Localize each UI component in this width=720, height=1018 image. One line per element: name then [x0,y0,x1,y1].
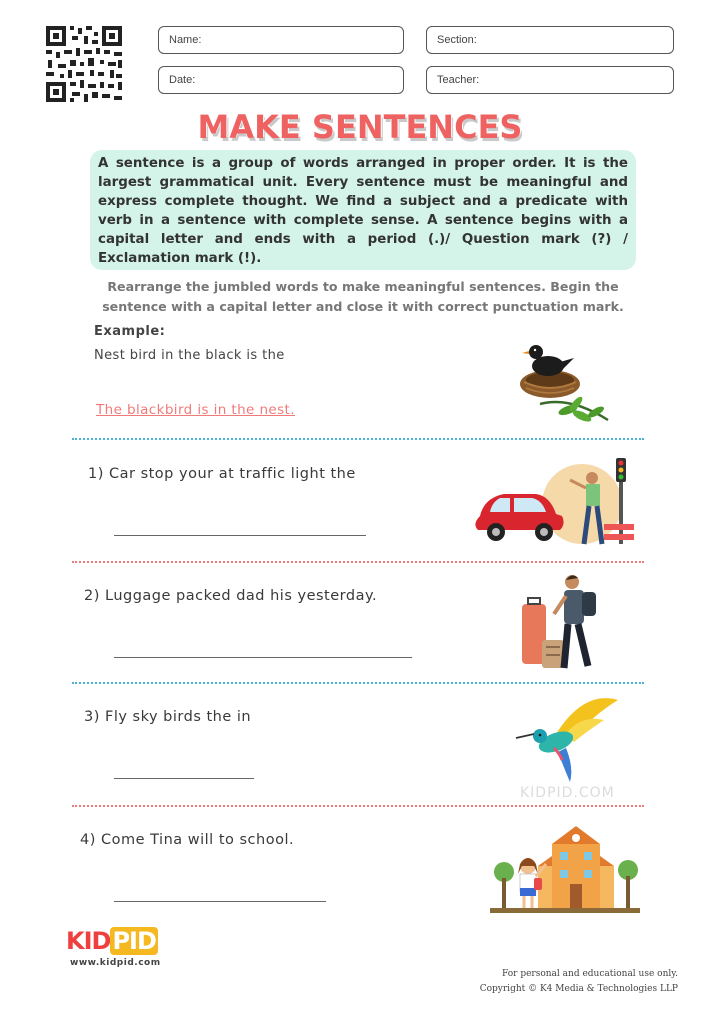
answer-line-2[interactable] [114,657,412,658]
example-answer: The blackbird is in the nest. [96,402,295,418]
intro-box: A sentence is a group of words arranged in proper order. It is the largest grammatical unit. Every sentence must be meaningful and express complete thought. We find a subject and a predicate with verb in a sentence with complete sense. A sentence begins with a capital letter and ends with a period (.)/ Question mark (?) / Exclamation mark (!). [90,150,636,270]
date-field[interactable]: Date: [158,66,404,94]
watermark: KIDPID.COM [520,785,615,801]
traveler-luggage-icon [514,570,610,674]
qr-code-icon [44,24,124,104]
car-traffic-icon [470,454,638,550]
question-4: 4) Come Tina will to school. [80,832,295,848]
example-label: Example: [94,324,166,339]
logo-text-kid: KID [66,927,111,955]
blackbird-nest-icon [510,336,614,428]
divider [72,438,644,440]
footer-copyright: Copyright © K4 Media & Technologies LLP [479,984,678,994]
question-3: 3) Fly sky birds the in [84,709,252,725]
logo-text-pid: PID [112,927,156,955]
question-2: 2) Luggage packed dad his yesterday. [84,588,378,604]
answer-line-4[interactable] [114,901,326,902]
hummingbird-icon [514,694,622,784]
answer-line-3[interactable] [114,778,254,779]
name-field[interactable]: Name: [158,26,404,54]
footer-usage-note: For personal and educational use only. [502,969,678,979]
divider [72,682,644,684]
teacher-field[interactable]: Teacher: [426,66,674,94]
school-girl-icon [490,822,640,914]
logo-url: www.kidpid.com [70,958,161,968]
instructions: Rearrange the jumbled words to make meaningful sentences. Begin the sentence with a capital letter and close it with correct punctuation mark. [102,279,624,314]
divider [72,561,644,563]
question-1: 1) Car stop your at traffic light the [88,466,356,482]
kidpid-logo [66,927,158,955]
answer-line-1[interactable] [114,535,366,536]
example-question: Nest bird in the black is the [94,348,285,363]
divider [72,805,644,807]
section-field[interactable]: Section: [426,26,674,54]
page-title: MAKE SENTENCES [197,108,523,146]
